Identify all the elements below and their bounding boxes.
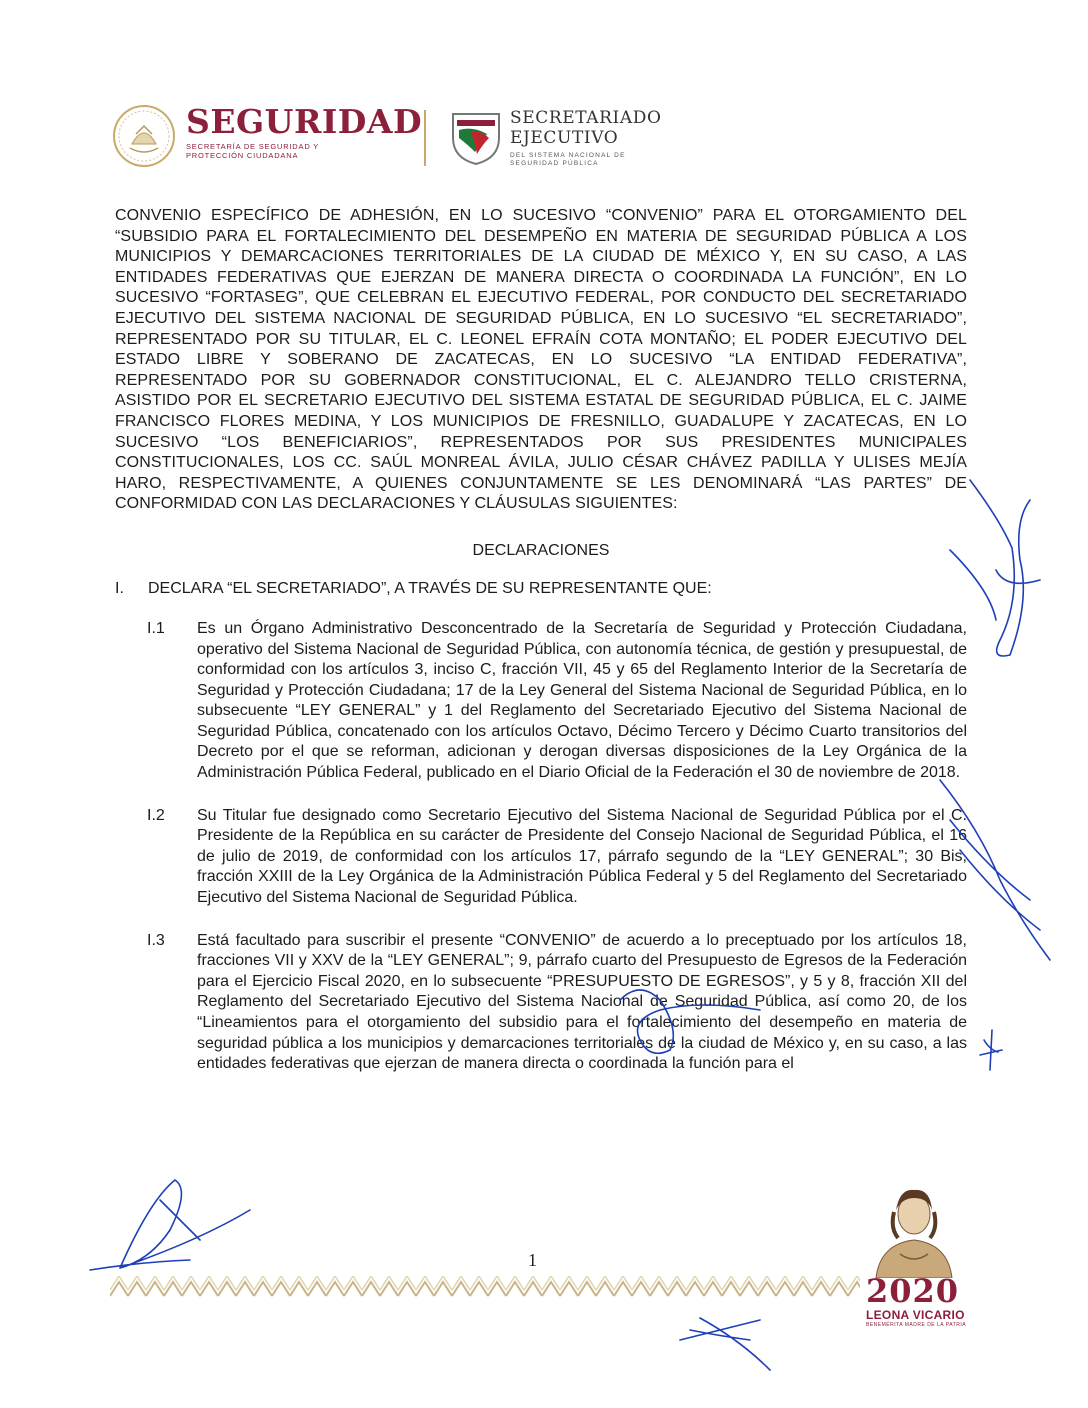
seguridad-title: SEGURIDAD <box>186 102 423 141</box>
secretariado-title: SECRETARIADO EJECUTIVO <box>510 108 662 148</box>
footer-name: LEONA VICARIO <box>866 1308 965 1322</box>
list-item <box>147 619 967 784</box>
section-title: DECLARA “EL SECRETARIADO”, A TRAVÉS DE SU REPRESENTANTE QUE: <box>148 579 712 597</box>
signature-bottom-center <box>680 1318 770 1370</box>
secretariado-subtitle: DEL SISTEMA NACIONAL DE SEGURIDAD PÚBLICA <box>510 152 626 167</box>
item-number: I.3 <box>147 931 165 949</box>
item-number: I.2 <box>147 806 165 824</box>
document-header <box>112 100 712 180</box>
item-text: Es un Órgano Administrativo Desconcentrado de la Secretaría de Seguridad y Protección Ciudadana, operativo del Sistema Nacional de Seguridad Pública, con autonomía técnica, de gestión y presupuestal, de conformidad con los artículos 3, inciso C, fracción VII, 45 y 65 del Reglamento Interior de la Secretaría de Seguridad y Protección Ciudadana; 17 de la Ley General del Sistema Nacional de Seguridad Pública, en lo subsecuente “LEY GENERAL” y 1 del Reglamento del Secretariado Ejecutivo del Sistema Nacional de Seguridad Pública, concatenado con los artículos Octavo, Décimo Tercero y Décimo Cuarto transitorios del Decreto por el que se reforman, adicionan y derogan diversas disposiciones de la Ley Orgánica de la Administración Pública Federal, publicado en el Diario Oficial de la Federación el 30 de noviembre de 2018. <box>197 619 967 782</box>
list-item <box>147 931 967 1075</box>
signature-initial-4 <box>980 1030 1002 1070</box>
section-number: I. <box>115 579 124 597</box>
leona-vicario-portrait-icon <box>866 1178 962 1278</box>
mexico-coat-of-arms-icon <box>112 104 176 168</box>
list-item <box>147 806 967 909</box>
section-heading <box>115 579 967 599</box>
item-text: Está facultado para suscribir el presente “CONVENIO” de acuerdo a lo preceptuado por los artículos 18, fracciones VII y XXV de la “LEY GENERAL”; 9, párrafo cuarto del Presupuesto de Egresos de la Federación para el Ejercicio Fiscal 2020, en lo subsecuente “PRESUPUESTO DE EGRESOS”, y 5 y 8, fracción XII del Reglamento del Secretariado Ejecutivo del Sistema Nacional de Seguridad Pública, así como 20, de los “Lineamientos para el otorgamiento del subsidio para el fortalecimiento del desempeño en materia de seguridad pública a los municipios y demarcaciones territoriales de la ciudad de México y, en su caso, a las entidades federativas que ejerzan de manera directa o coordinada la función para el <box>197 931 967 1073</box>
document-body <box>115 206 967 1075</box>
footer-subtitle: BENEMÉRITA MADRE DE LA PATRIA <box>866 1322 967 1328</box>
page-number: 1 <box>528 1250 537 1270</box>
item-number: I.1 <box>147 619 165 637</box>
header-divider <box>424 110 426 166</box>
item-text: Su Titular fue designado como Secretario Ejecutivo del Sistema Nacional de Seguridad Pública por el C. Presidente de la República en su carácter de Presidente del Consejo Nacional de Seguridad Pública, el 16 de julio de 2019, de conformidad con los artículos 17, párrafo segundo de la “LEY GENERAL”; 30 Bis, fracción XXIII de la Ley Orgánica de la Administración Pública Federal y 5 del Reglamento del Secretariado Ejecutivo del Sistema Nacional de Seguridad Pública. <box>197 806 967 907</box>
decorative-footer-band <box>110 1276 860 1302</box>
intro-paragraph: CONVENIO ESPECÍFICO DE ADHESIÓN, EN LO SUCESIVO “CONVENIO” PARA EL OTORGAMIENTO DEL “SUBSIDIO PARA EL FORTALECIMIENTO DEL DESEMPEÑO EN MATERIA DE SEGURIDAD PÚBLICA A LOS MUNICIPIOS Y DEMARCACIONES TERRITORIALES DE LA CIUDAD DE MÉXICO Y, EN SU CASO, A LAS ENTIDADES FEDERATIVAS QUE EJERZAN DE MANERA DIRECTA O COORDINADA LA FUNCIÓN”, EN LO SUCESIVO “FORTASEG”, QUE CELEBRAN EL EJECUTIVO FEDERAL, POR CONDUCTO DEL SECRETARIADO EJECUTIVO DEL SISTEMA NACIONAL DE SEGURIDAD PÚBLICA, EN LO SUCESIVO “EL SECRETARIADO”, REPRESENTADO POR SU TITULAR, EL C. LEONEL EFRAÍN COTA MONTAÑO; EL PODER EJECUTIVO DEL ESTADO LIBRE Y SOBERANO DE ZACATECAS, EN LO SUCESIVO “LA ENTIDAD FEDERATIVA”, REPRESENTADO POR SU GOBERNADOR CONSTITUCIONAL, EL C. ALEJANDRO TELLO CRISTERNA, ASISTIDO POR EL SECRETARIO EJECUTIVO DEL SISTEMA ESTATAL DE SEGURIDAD PÚBLICA, EL C. JAIME FRANCISCO FLORES MEDINA, Y LOS MUNICIPIOS DE FRESNILLO, GUADALUPE Y ZACATECAS, EN LO SUCESIVO “LOS BENEFICIARIOS”, REPRESENTADOS POR SUS PRESIDENTES MUNICIPALES CONSTITUCIONALES, LOS CC. SAÚL MONREAL ÁVILA, JULIO CÉSAR CHÁVEZ PADILLA Y ULISES MEJÍA HARO, RESPECTIVAMENTE, A QUIENES CONJUNTAMENTE SE LES DENOMINARÁ “LAS PARTES” DE CONFORMIDAD CON LAS DECLARACIONES Y CLÁUSULAS SIGUIENTES: <box>115 207 967 513</box>
secretariado-shield-icon <box>447 108 505 166</box>
signature-left-bottom <box>90 1180 250 1270</box>
seguridad-subtitle: SECRETARÍA DE SEGURIDAD Y PROTECCIÓN CIUDADANA <box>186 142 319 160</box>
footer-year: 2020 <box>866 1272 960 1310</box>
declaraciones-heading: DECLARACIONES <box>472 541 610 559</box>
